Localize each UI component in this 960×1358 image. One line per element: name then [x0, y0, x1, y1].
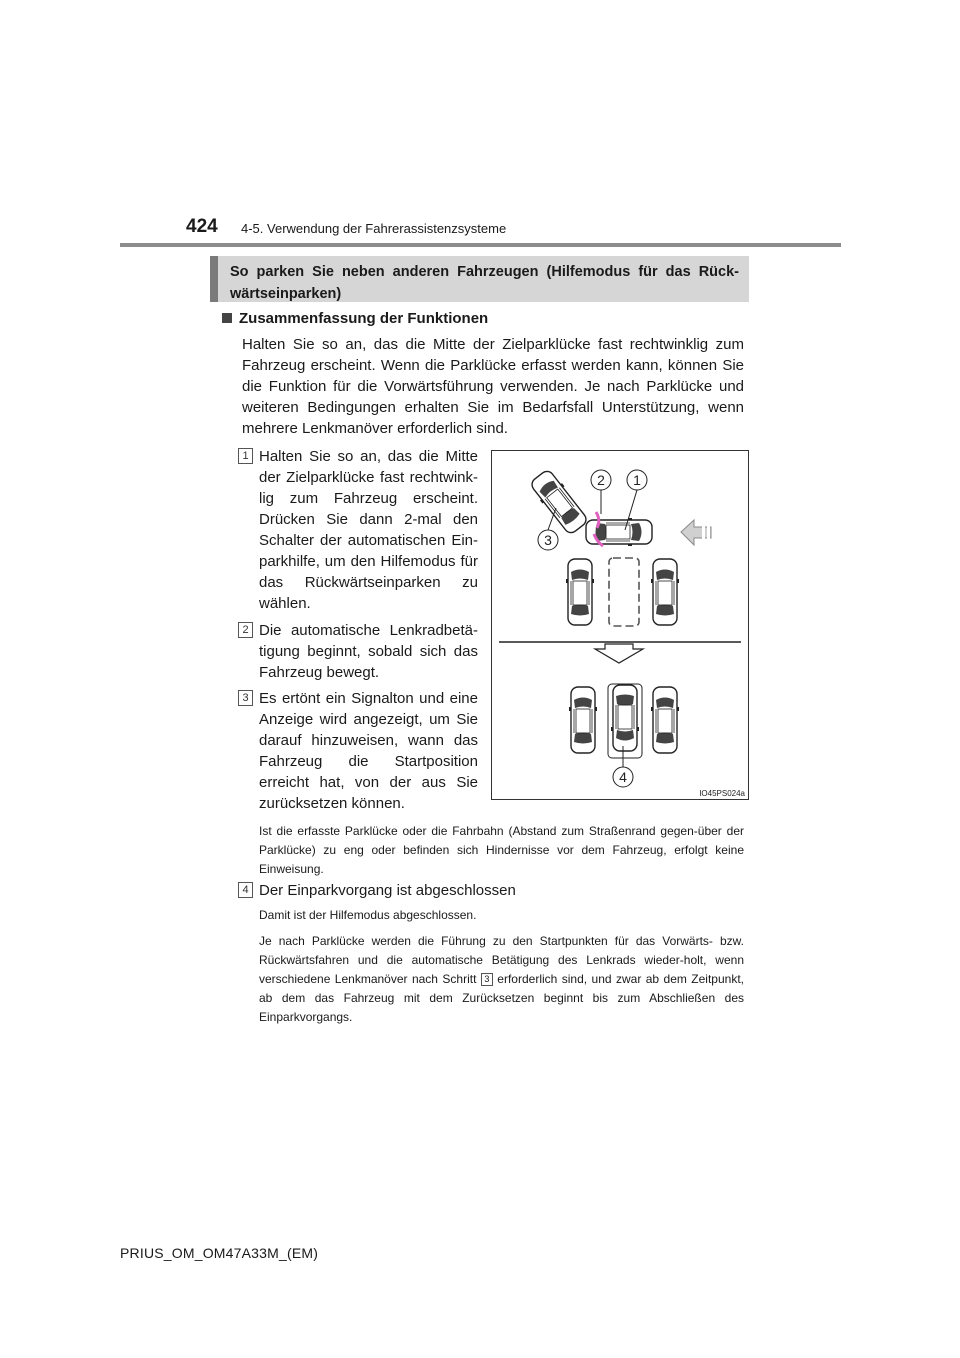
summary-heading-text: Zusammenfassung der Funktionen	[239, 310, 489, 327]
step-4-number: 4	[238, 882, 253, 898]
parked-car-left	[566, 559, 594, 625]
summary-paragraph: Halten Sie so an, das die Mitte der Zielparklücke fast rechtwinklig zum Fahrzeug erscheint. Wenn die Parklücke erfasst werden kann, können Sie die Funktion für die Vorwärtsführung verwenden. Je nach Parklücke und weiteren Bedingungen erhalten Sie im Bedarfsfall Unterstützung, wenn mehrere Lenkmanöver erforderlich sind.	[242, 336, 744, 437]
section-title: 4-5. Verwendung der Fahrerassistenzsysteme	[241, 221, 507, 236]
section-heading-box	[210, 256, 749, 302]
page-number: 424	[186, 216, 218, 237]
document-code: PRIUS_OM_OM47A33M_(EM)	[120, 1245, 319, 1261]
note-repeat-guidance	[259, 932, 744, 1027]
figure-code: IO45PS024a	[699, 789, 745, 798]
callout-1: 1	[633, 472, 641, 488]
note-repeat-text-start: Je nach Parklücke werden die Führung zu den Startpunkten für das Vorwärts- bzw. Rückwärtsfahren und die automatische Betätigung des Lenkrads wieder-holt, wenn verschiedene Lenkmanöver nach Schritt	[259, 934, 744, 986]
step-3-reference: 3	[481, 973, 493, 986]
step-3-number: 3	[238, 690, 253, 706]
parked-car-left-bottom	[569, 687, 597, 753]
callout-4: 4	[619, 769, 627, 785]
header-rule	[120, 243, 841, 247]
callout-2: 2	[597, 472, 605, 488]
step-2-text: Die automatische Lenkradbetä-tigung beginnt, sobald sich das Fahrzeug bewegt.	[259, 622, 478, 681]
vehicle-parked	[611, 685, 639, 751]
callout-3: 3	[544, 532, 552, 548]
note-repeat-text-end: erforderlich sind, und zwar ab dem Zeitpunkt, ab dem das Fahrzeug mit dem Zurücksetzen beginnt bis zum Abschließen des Einparkvorgangs.	[259, 972, 744, 1024]
note-mode-ended: Damit ist der Hilfemodus abgeschlossen.	[259, 908, 477, 922]
section-heading: So parken Sie neben anderen Fahrzeugen (Hilfemodus für das Rück-wärtseinparken)	[230, 264, 739, 302]
vehicle-stopped	[586, 518, 652, 546]
parked-car-right-bottom	[651, 687, 679, 753]
step-3-text: Es ertönt ein Signalton und eine Anzeige wird angezeigt, um Sie darauf hinzuweisen, wann das Fahrzeug die Startposition erreicht hat, von der aus Sie zurücksetzen können.	[259, 690, 478, 812]
summary-heading	[222, 310, 488, 327]
square-bullet-icon	[222, 313, 232, 323]
parked-car-right	[651, 559, 679, 625]
note-not-guided: Ist die erfasste Parklücke oder die Fahrbahn (Abstand zum Straßenrand gegen-über der Parklücke) zu eng oder befinden sich Hindernisse vor dem Fahrzeug, erfolgt keine Einweisung.	[259, 824, 744, 876]
parking-diagram	[491, 450, 749, 800]
step-1-text: Halten Sie so an, das die Mitte der Zielparklücke fast rechtwink-lig zum Fahrzeug erscheint. Drücken Sie dann 2-mal den Schalter der automatischen Ein-parkhilfe, um den Hilfemodus für das Rückwärtseinparken zu wählen.	[259, 448, 478, 612]
step-2-number: 2	[238, 622, 253, 638]
step-4-text: Der Einparkvorgang ist abgeschlossen	[259, 882, 516, 899]
step-1-number: 1	[238, 448, 253, 464]
